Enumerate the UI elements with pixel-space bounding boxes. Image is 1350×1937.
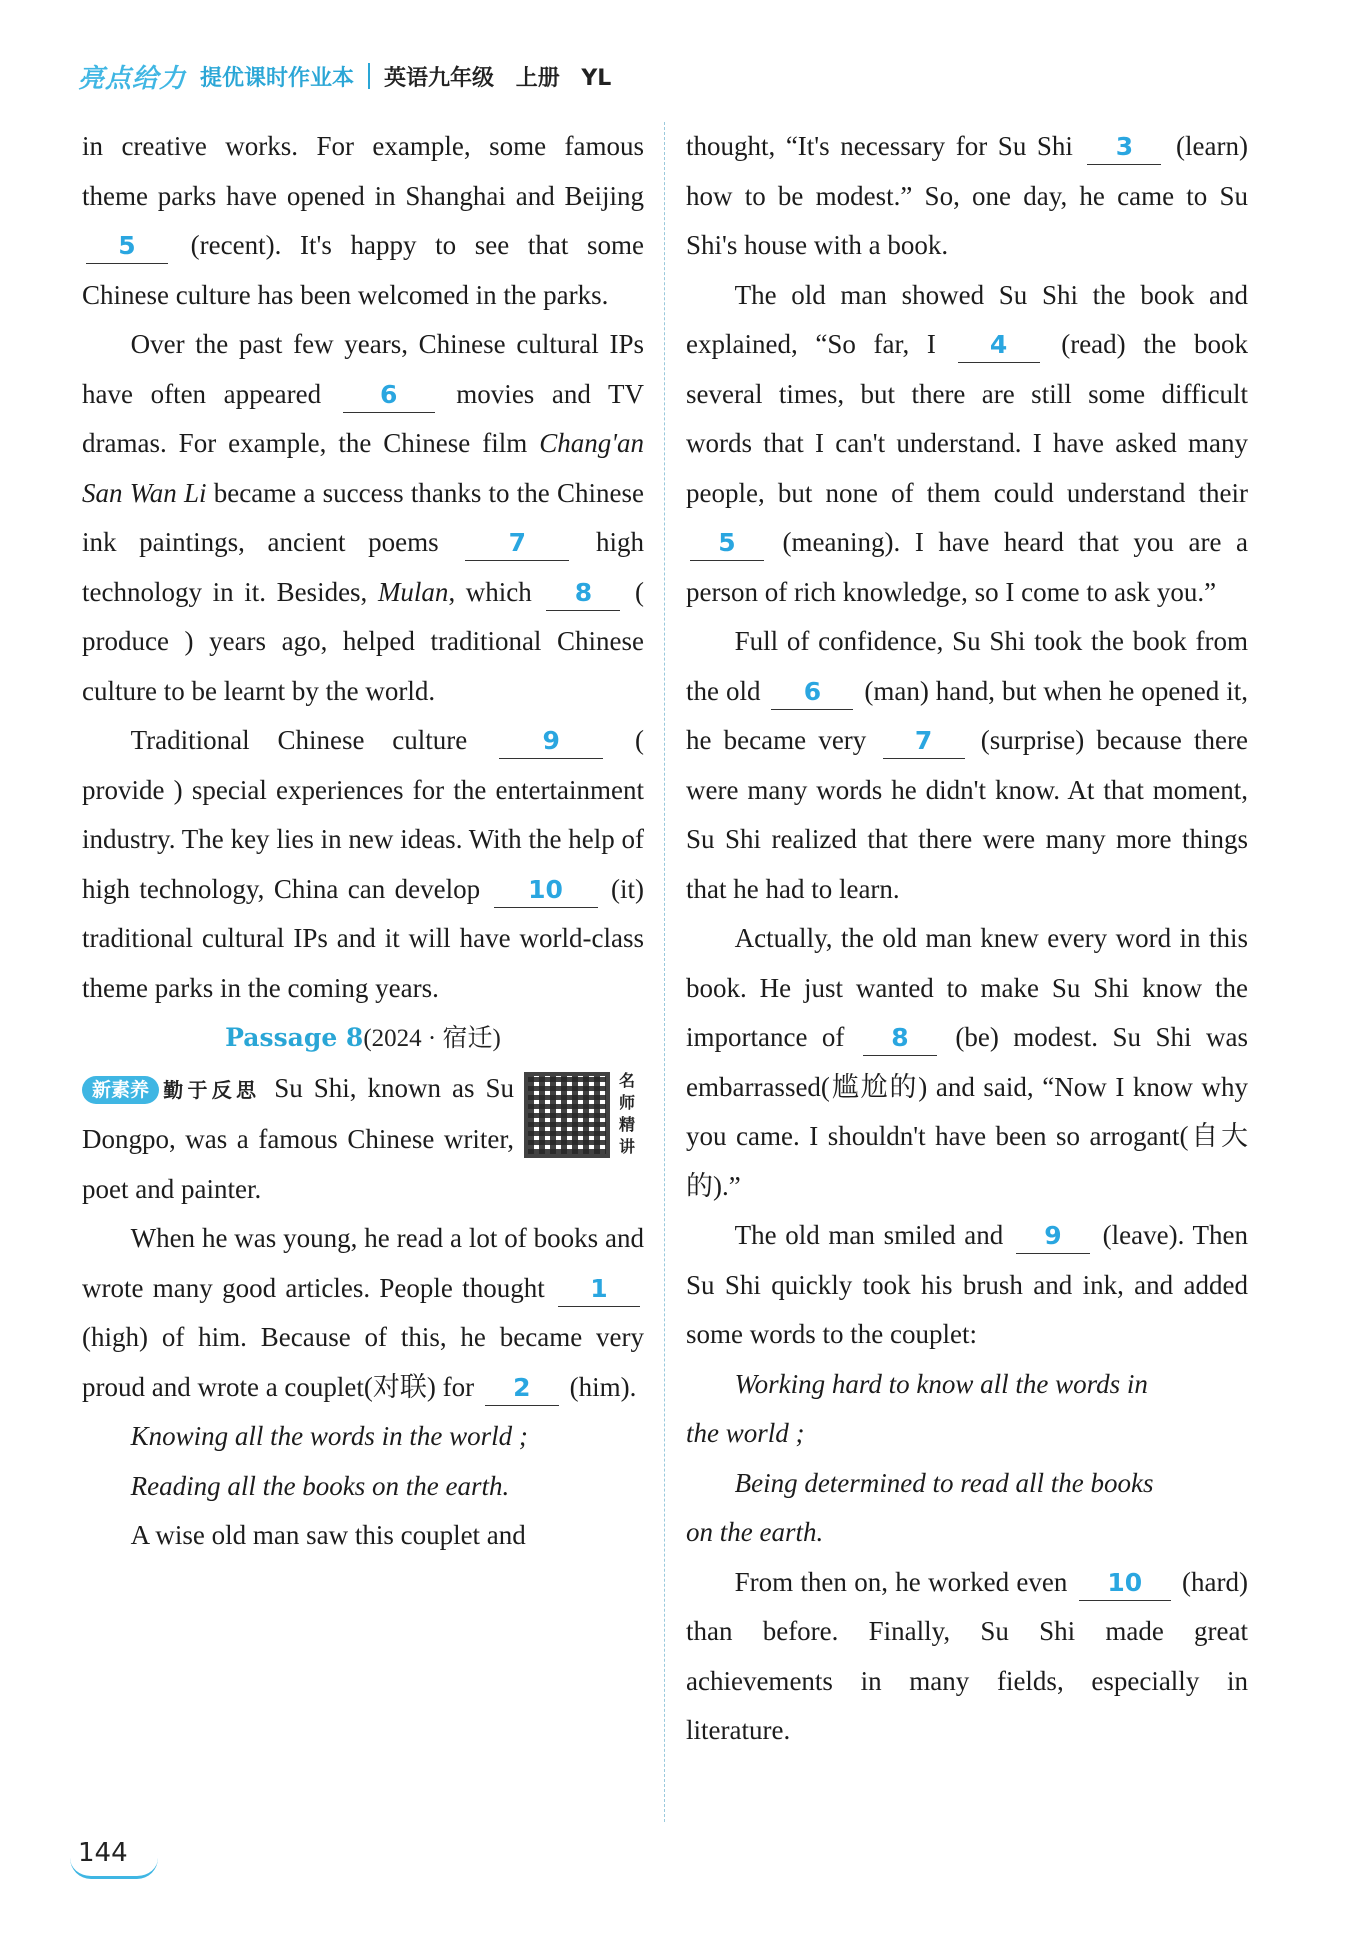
answer-blank-2[interactable]: 2 <box>485 1371 559 1406</box>
answer-blank-8[interactable]: 8 <box>546 576 620 611</box>
left-column <box>82 122 644 1561</box>
passage-intro <box>82 1064 644 1215</box>
answer-blank-10[interactable]: 10 <box>1079 1566 1171 1601</box>
page-number-decoration <box>70 1858 158 1879</box>
couplet-line: Being determined to read all the books <box>734 1467 1154 1498</box>
answer-blank-5[interactable]: 5 <box>86 229 168 264</box>
paragraph: thought, “It's necessary for Su Shi 3 (learn) how to be modest.” So, one day, he came to Su Shi's house with a book. <box>686 131 1248 260</box>
answer-blank-6[interactable]: 6 <box>771 675 853 710</box>
couplet-line: Knowing all the words in the world ; <box>130 1421 528 1452</box>
qr-label: 名师精讲 <box>618 1070 635 1156</box>
answer-blank-4[interactable]: 4 <box>958 328 1040 363</box>
film-title: Chang'an San Wan Li <box>82 428 644 508</box>
paragraph: From then on, he worked even 10 (hard) than before. Finally, Su Shi made great achievements in many fields, especially in literature. <box>686 1566 1248 1745</box>
answer-blank-7[interactable]: 7 <box>883 724 965 759</box>
couplet-line: Working hard to know all the words in <box>734 1368 1148 1399</box>
film-title: Mulan <box>377 576 449 607</box>
answer-blank-5[interactable]: 5 <box>690 526 764 561</box>
new-literacy-badge: 新素养 <box>82 1076 159 1104</box>
answer-blank-7[interactable]: 7 <box>465 526 569 561</box>
book-info: 英语九年级 上册 YL <box>384 65 612 91</box>
right-column <box>686 122 1248 1756</box>
page-header <box>78 56 1278 96</box>
couplet-line: on the earth. <box>686 1517 824 1547</box>
paragraph: The old man smiled and 9 (leave). Then Su Shi quickly took his brush and ink, and added some words to the couplet: <box>686 1220 1248 1349</box>
answer-blank-3[interactable]: 3 <box>1087 130 1161 165</box>
couplet-line: Reading all the books on the earth. <box>130 1470 510 1501</box>
page-number: 144 <box>78 1838 128 1868</box>
badge-caption: 勤于反思 <box>159 1077 261 1102</box>
answer-blank-10[interactable]: 10 <box>494 873 598 908</box>
couplet-line: the world ; <box>686 1418 805 1448</box>
answer-blank-8[interactable]: 8 <box>863 1021 937 1056</box>
column-divider <box>664 122 665 1822</box>
paragraph: The old man showed Su Shi the book and explained, “So far, I 4 (read) the book several times, but there are still some difficult words that I can't understand. I have asked many people, but none of them could understand their 5 (meaning). I have heard that you are a person of rich knowledge, so I come to ask you.” <box>686 279 1248 607</box>
passage-title: Passage 8(2024 · 宿迁) <box>225 1023 501 1052</box>
book-title: 提优课时作业本 <box>200 65 355 91</box>
answer-blank-9[interactable]: 9 <box>1016 1219 1090 1254</box>
brand-logo: 亮点给力 <box>78 63 187 94</box>
paragraph: Full of confidence, Su Shi took the book from the old 6 (man) hand, but when he opened it, he became very 7 (surprise) because there were many words he didn't know. At that moment, Su Shi realized that there were many more things that he had to learn. <box>686 626 1248 904</box>
paragraph: in creative works. For example, some famous theme parks have opened in Shanghai and Beijing 5 (recent). It's happy to see that some Chinese culture has been welcomed in the parks. <box>82 131 644 310</box>
paragraph: When he was young, he read a lot of books and wrote many good articles. People thought 1 (high) of him. Because of this, he became very proud and wrote a couplet(对联) for 2 (him). <box>82 1214 644 1412</box>
answer-blank-6[interactable]: 6 <box>343 378 435 413</box>
paragraph: Actually, the old man knew every word in this book. He just wanted to make Su Shi know the importance of 8 (be) modest. Su Shi was embarrassed(尴尬的) and said, “Now I know why you came. I shouldn't have been so arrogant(自大的).” <box>686 923 1248 1201</box>
answer-blank-1[interactable]: 1 <box>558 1272 640 1307</box>
paragraph: A wise old man saw this couplet and <box>130 1520 526 1551</box>
qr-code-icon[interactable] <box>524 1072 610 1158</box>
paragraph: Over the past few years, Chinese cultural IPs have often appeared 6 movies and TV dramas. For example, the Chinese film Chang'an San Wan Li became a success thanks to the Chinese ink paintings, ancient poems 7 high technology in it. Besides, Mulan, which 8 ( produce ) years ago, helped traditional Chinese culture to be learnt by the world. <box>82 329 645 706</box>
paragraph: Traditional Chinese culture 9 ( provide ) special experiences for the entertainment industry. The key lies in new ideas. With the help of high technology, China can develop 10 (it) traditional cultural IPs and it will have world-class theme parks in the coming years. <box>82 725 644 1003</box>
header-divider <box>368 63 370 89</box>
answer-blank-9[interactable]: 9 <box>499 724 603 759</box>
paragraph: 新素养 勤于反思 Su Shi, known as Su Dongpo, was a famous Chinese writer, poet and painter. <box>82 1072 514 1204</box>
